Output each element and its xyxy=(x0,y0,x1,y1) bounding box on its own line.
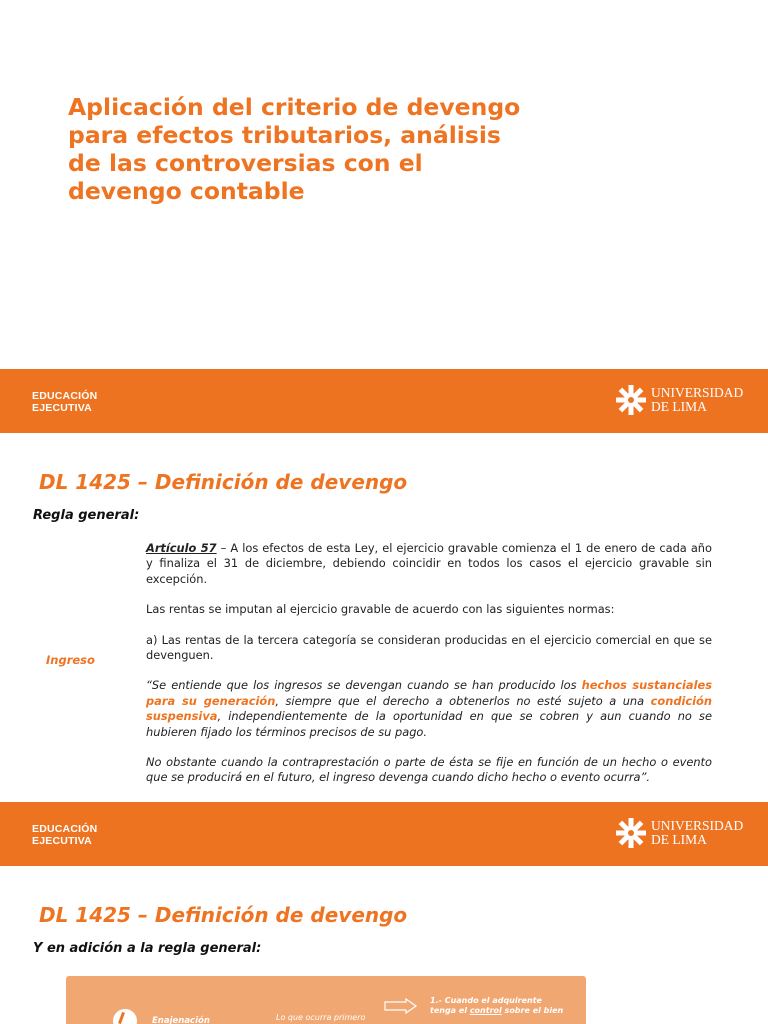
article-label: Artículo 57 xyxy=(146,541,217,555)
uni-line1: UNIVERSIDAD xyxy=(651,385,744,400)
diagram-condition-1 xyxy=(430,996,570,1016)
slide2-subheading: Regla general: xyxy=(33,508,140,523)
uni-line2: DE LIMA xyxy=(651,832,707,847)
footer-band xyxy=(0,802,768,866)
quote1-b: , siempre que el derecho a obtenerlos no esté sujeto a una xyxy=(275,693,651,708)
slide-title-heading: Aplicación del criterio de devengo para efectos tributarios, análisis de las controversias con el devengo contable xyxy=(68,93,521,205)
arrow-right-icon xyxy=(384,998,418,1014)
uni-line1: UNIVERSIDAD xyxy=(651,818,744,833)
educacion-ejecutiva-logo xyxy=(32,823,97,847)
article-paragraph-3: a) Las rentas de la tercera categoría se consideran producidas en el ejercicio comercial en que se devenguen. xyxy=(146,632,712,663)
diagram-middle-label: Lo que ocurra primero xyxy=(276,1013,366,1022)
uni-line2: DE LIMA xyxy=(651,399,707,414)
slide2-heading: DL 1425 – Definición de devengo xyxy=(39,470,408,494)
cond-control: control xyxy=(469,1006,502,1015)
devengo-diagram xyxy=(66,976,586,1024)
quote-paragraph-1 xyxy=(146,678,712,740)
slide3-subheading: Y en adición a la regla general: xyxy=(33,941,262,956)
educacion-ejecutiva-logo xyxy=(32,390,97,414)
article-text xyxy=(146,541,712,801)
cond-b: sobre el bien xyxy=(501,1006,564,1015)
edu-line2: EJECUTIVA xyxy=(32,402,92,414)
footer-band xyxy=(0,369,768,433)
quote1-highlight-hechos: hechos sustanciales para su generación xyxy=(146,678,712,708)
cond-a: 1.- Cuando el adquirente tenga el xyxy=(430,996,542,1015)
quote-paragraph-2: No obstante cuando la contraprestación o parte de ésta se fije en función de un hecho o evento que se producirá en el futuro, el ingreso devenga cuando dicho hecho o evento ocurra”. xyxy=(146,755,712,785)
universidad-name xyxy=(651,819,743,847)
universidad-logo-icon xyxy=(614,383,648,417)
universidad-logo-icon xyxy=(614,816,648,850)
quote1-a: “Se entiende que los ingresos se devengan cuando se han producido los xyxy=(146,678,582,693)
edu-line1: EDUCACIÓN xyxy=(32,823,98,835)
slide-regla-general xyxy=(0,433,768,802)
universidad-name xyxy=(651,386,743,414)
article-paragraph-2: Las rentas se imputan al ejercicio gravable de acuerdo con las siguientes normas: xyxy=(146,602,615,617)
slide-adicion-regla xyxy=(0,866,768,1024)
edu-line2: EJECUTIVA xyxy=(32,835,92,847)
edu-line1: EDUCACIÓN xyxy=(32,390,98,402)
slide3-heading: DL 1425 – Definición de devengo xyxy=(39,903,408,927)
side-label-ingreso: Ingreso xyxy=(46,653,95,667)
quote1-highlight-condicion: condición suspensiva xyxy=(146,693,712,724)
slide-title xyxy=(0,0,768,369)
article-paragraph-1 xyxy=(146,541,712,587)
quote1-c: , independientemente de la oportunidad en que se cobren y aun cuando no se hubieren fijado los términos precisos de su pago. xyxy=(146,709,712,739)
article-p1-rest: – A los efectos de esta Ley, el ejercicio gravable comienza el 1 de enero de cada año y finaliza el 31 de diciembre, debiendo coincidir en todos los casos el ejercicio gravable sin excepción. xyxy=(146,541,712,586)
enajenacion-icon xyxy=(113,1009,137,1024)
diagram-left-label: Enajenación xyxy=(152,1016,210,1024)
